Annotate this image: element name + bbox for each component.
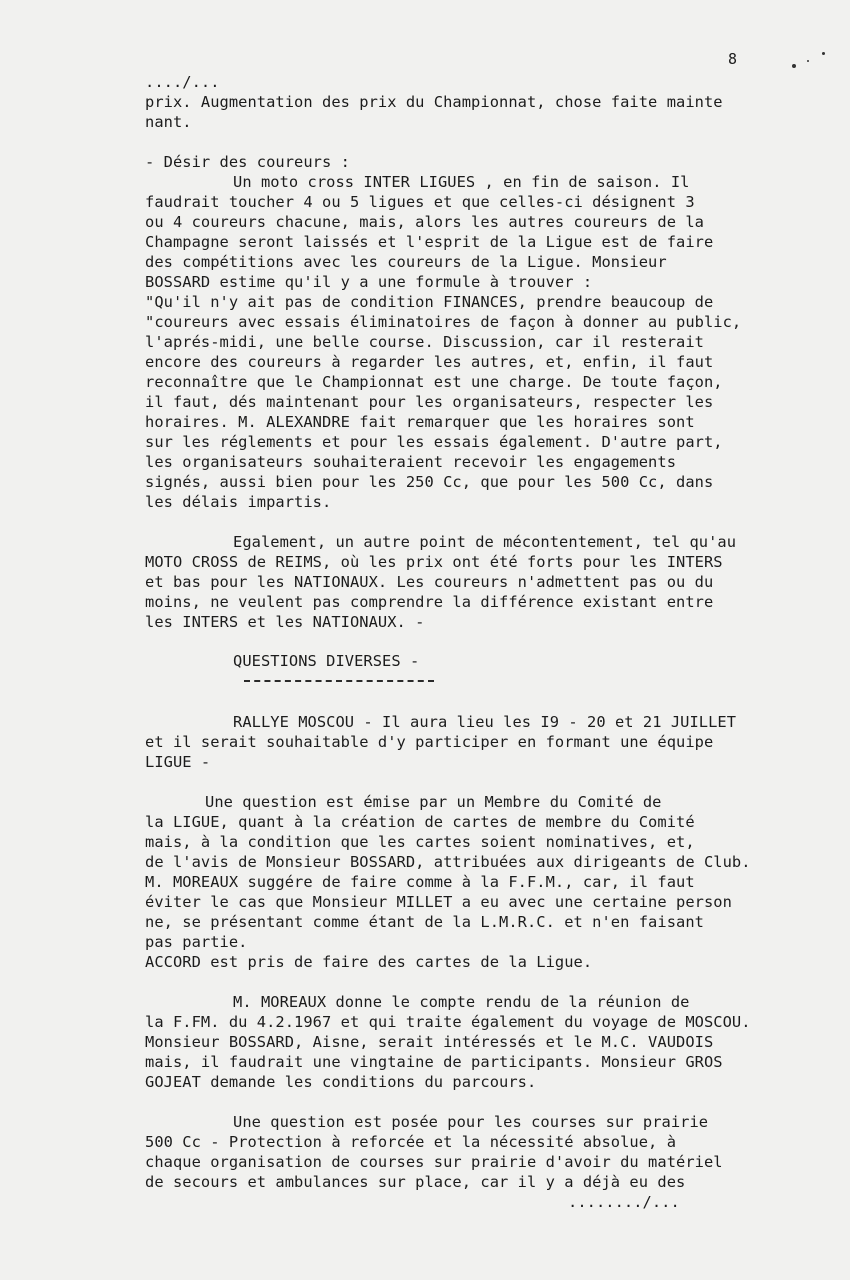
text-line: Une question est émise par un Membre du Comité de <box>205 793 662 811</box>
header-continuation: ..../... <box>145 73 220 91</box>
text-line: les INTERS et les NATIONAUX. - <box>145 613 425 631</box>
text-line: ACCORD est pris de faire des cartes de la Ligue. <box>145 953 593 971</box>
text-line: ne, se présentant comme étant de la L.M.R.C. et n'en faisant <box>145 913 704 931</box>
text-line: moins, ne veulent pas comprendre la différence existant entre <box>145 593 714 611</box>
text-line: Monsieur BOSSARD, Aisne, serait intéressés et le M.C. VAUDOIS <box>145 1033 714 1051</box>
text-line: de l'avis de Monsieur BOSSARD, attribuées aux dirigeants de Club. <box>145 853 751 871</box>
text-line: M. MOREAUX donne le compte rendu de la réunion de <box>233 993 690 1011</box>
text-line: reconnaître que le Championnat est une charge. De toute façon, <box>145 373 723 391</box>
text-line: encore des coureurs à regarder les autres, et, enfin, il faut <box>145 353 714 371</box>
text-line: M. MOREAUX suggére de faire comme à la F.F.M., car, il faut <box>145 873 695 891</box>
ink-speck <box>822 52 825 55</box>
text-line: ou 4 coureurs chacune, mais, alors les autres coureurs de la <box>145 213 704 231</box>
text-line: faudrait toucher 4 ou 5 ligues et que celles-ci désignent 3 <box>145 193 695 211</box>
text-line: pas partie. <box>145 933 248 951</box>
text-line: Un moto cross INTER LIGUES , en fin de saison. Il <box>233 173 690 191</box>
text-line: et bas pour les NATIONAUX. Les coureurs n'admettent pas ou du <box>145 573 714 591</box>
text-line: GOJEAT demande les conditions du parcours. <box>145 1073 537 1091</box>
text-line: mais, à la condition que les cartes soient nominatives, et, <box>145 833 695 851</box>
text-line: horaires. M. ALEXANDRE fait remarquer que les horaires sont <box>145 413 695 431</box>
text-line: Egalement, un autre point de mécontentement, tel qu'au <box>233 533 737 551</box>
text-line: BOSSARD estime qu'il y a une formule à trouver : <box>145 273 593 291</box>
text-line: "coureurs avec essais éliminatoires de façon à donner au public, <box>145 313 742 331</box>
text-line: des compétitions avec les coureurs de la Ligue. Monsieur <box>145 253 667 271</box>
text-line: la F.FM. du 4.2.1967 et qui traite également du voyage de MOSCOU. <box>145 1013 751 1031</box>
page-number: 8 <box>728 50 738 68</box>
text-line: la LIGUE, quant à la création de cartes de membre du Comité <box>145 813 695 831</box>
text-line: "Qu'il n'y ait pas de condition FINANCES, prendre beaucoup de <box>145 293 714 311</box>
text-line: nant. <box>145 113 192 131</box>
text-line: chaque organisation de courses sur prairie d'avoir du matériel <box>145 1153 723 1171</box>
text-line: les organisateurs souhaiteraient recevoir les engagements <box>145 453 677 471</box>
text-line: sur les réglements et pour les essais également. D'autre part, <box>145 433 723 451</box>
text-line: RALLYE MOSCOU - Il aura lieu les I9 - 20 et 21 JUILLET <box>233 713 737 731</box>
ink-speck <box>792 64 796 68</box>
footer-continuation: ......../... <box>568 1193 680 1211</box>
text-line: mais, il faudrait une vingtaine de participants. Monsieur GROS <box>145 1053 723 1071</box>
text-line: les délais impartis. <box>145 493 332 511</box>
text-line: 500 Cc - Protection à reforcée et la nécessité absolue, à <box>145 1133 677 1151</box>
heading-underline <box>244 680 434 682</box>
text-line: MOTO CROSS de REIMS, où les prix ont été forts pour les INTERS <box>145 553 723 571</box>
text-line: Une question est posée pour les courses sur prairie <box>233 1113 709 1131</box>
text-line: Champagne seront laissés et l'esprit de la Ligue est de faire <box>145 233 714 251</box>
text-line: éviter le cas que Monsieur MILLET a eu avec une certaine person <box>145 893 732 911</box>
section-heading: - Désir des coureurs : <box>145 153 350 171</box>
text-line: de secours et ambulances sur place, car il y a déjà eu des <box>145 1173 686 1191</box>
text-line: et il serait souhaitable d'y participer en formant une équipe <box>145 733 714 751</box>
text-line: il faut, dés maintenant pour les organisateurs, respecter les <box>145 393 714 411</box>
ink-speck <box>807 60 809 62</box>
text-line: LIGUE - <box>145 753 211 771</box>
text-line: signés, aussi bien pour les 250 Cc, que pour les 500 Cc, dans <box>145 473 714 491</box>
section-heading: QUESTIONS DIVERSES - <box>233 652 420 670</box>
text-line: l'aprés-midi, une belle course. Discussion, car il resterait <box>145 333 704 351</box>
text-line: prix. Augmentation des prix du Championnat, chose faite mainte <box>145 93 723 111</box>
